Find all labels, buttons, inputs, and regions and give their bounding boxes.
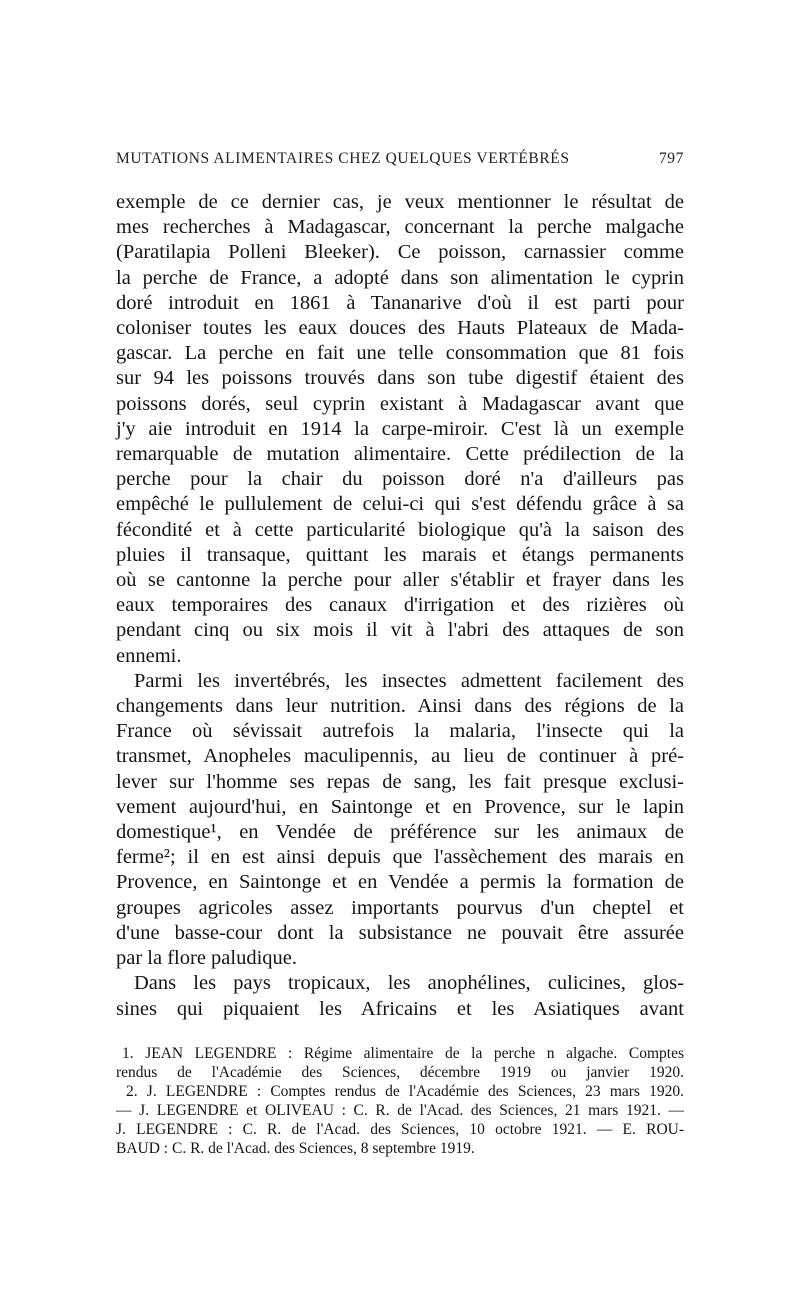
text-line: Dans les pays tropicaux, les anophélines, culicines, glos-	[134, 972, 684, 995]
footnotes	[116, 1044, 684, 1158]
text-line: ennemi.	[116, 644, 182, 667]
text-line: vement aujourd'hui, en Saintonge et en Provence, sur le lapin	[116, 795, 684, 818]
body-text	[116, 190, 684, 1022]
text-line: France où sévissait autrefois la malaria, l'insecte qui la	[116, 720, 684, 743]
footnote-line: — J. LEGENDRE et OLIVEAU : C. R. de l'Acad. des Sciences, 21 mars 1921. —	[116, 1102, 684, 1119]
text-line: pluies il transaque, quittant les marais et étangs permanents	[116, 543, 684, 566]
text-line: remarquable de mutation alimentaire. Cette prédilection de la	[116, 443, 684, 466]
text-line: par la flore paludique.	[116, 947, 298, 970]
text-line: où se cantonne la perche pour aller s'établir et frayer dans les	[116, 569, 684, 592]
text-line: (Paratilapia Polleni Bleeker). Ce poisson, carnassier comme	[116, 241, 684, 264]
text-line: mes recherches à Madagascar, concernant la perche malgache	[116, 216, 684, 239]
text-line: Parmi les invertébrés, les insectes admettent facilement des	[134, 669, 684, 692]
text-line: empêché le pullulement de celui-ci qui s'est défendu grâce à sa	[116, 493, 684, 516]
text-line: perche pour la chair du poisson doré n'a d'ailleurs pas	[116, 468, 684, 491]
text-line: pendant cinq ou six mois il vit à l'abri des attaques de son	[116, 619, 684, 642]
footnote-line: BAUD : C. R. de l'Acad. des Sciences, 8 septembre 1919.	[116, 1140, 475, 1157]
text-line: la perche de France, a adopté dans son alimentation le cyprin	[116, 266, 684, 289]
text-line: j'y aie introduit en 1914 la carpe-miroir. C'est là un exemple	[116, 417, 684, 440]
text-line: groupes agricoles assez importants pourvus d'un cheptel et	[116, 896, 684, 919]
text-line: eaux temporaires des canaux d'irrigation et des rizières où	[116, 594, 684, 617]
page-number: 797	[658, 150, 684, 167]
footnote-line: rendus de l'Académie des Sciences, décembre 1919 ou janvier 1920.	[116, 1064, 684, 1081]
text-line: changements dans leur nutrition. Ainsi dans des régions de la	[116, 695, 684, 718]
running-header	[116, 150, 684, 168]
text-line: sines qui piquaient les Africains et les Asiatiques avant	[116, 997, 684, 1020]
text-line: transmet, Anopheles maculipennis, au lieu de continuer à pré-	[116, 745, 684, 768]
text-line: ferme²; il en est ainsi depuis que l'assèchement des marais en	[116, 846, 684, 869]
footnote-line: 1. JEAN LEGENDRE : Régime alimentaire de la perche n algache. Comptes	[122, 1045, 684, 1062]
text-line: gascar. La perche en fait une telle consommation que 81 fois	[116, 342, 684, 365]
text-line: exemple de ce dernier cas, je veux mentionner le résultat de	[116, 191, 684, 213]
text-line: d'une basse-cour dont la subsistance ne pouvait être assurée	[116, 921, 684, 944]
text-line: coloniser toutes les eaux douces des Hauts Plateaux de Mada-	[116, 317, 684, 340]
text-line: lever sur l'homme ses repas de sang, les fait presque exclusi-	[116, 770, 684, 793]
text-line: Provence, en Saintonge et en Vendée a permis la formation de	[116, 871, 684, 894]
text-line: domestique¹, en Vendée de préférence sur les animaux de	[116, 821, 684, 844]
text-line: sur 94 les poissons trouvés dans son tube digestif étaient des	[116, 367, 684, 390]
footnote-line: 2. J. LEGENDRE : Comptes rendus de l'Académie des Sciences, 23 mars 1920.	[126, 1083, 684, 1100]
footnote-line: J. LEGENDRE : C. R. de l'Acad. des Sciences, 10 octobre 1921. — E. ROU-	[116, 1121, 684, 1138]
text-line: poissons dorés, seul cyprin existant à Madagascar avant que	[116, 392, 684, 415]
running-title: MUTATIONS ALIMENTAIRES CHEZ QUELQUES VERTÉBRÉS	[116, 150, 570, 167]
text-line: fécondité et à cette particularité biologique qu'à la saison des	[116, 518, 684, 541]
text-line: doré introduit en 1861 à Tananarive d'où il est parti pour	[116, 291, 684, 314]
